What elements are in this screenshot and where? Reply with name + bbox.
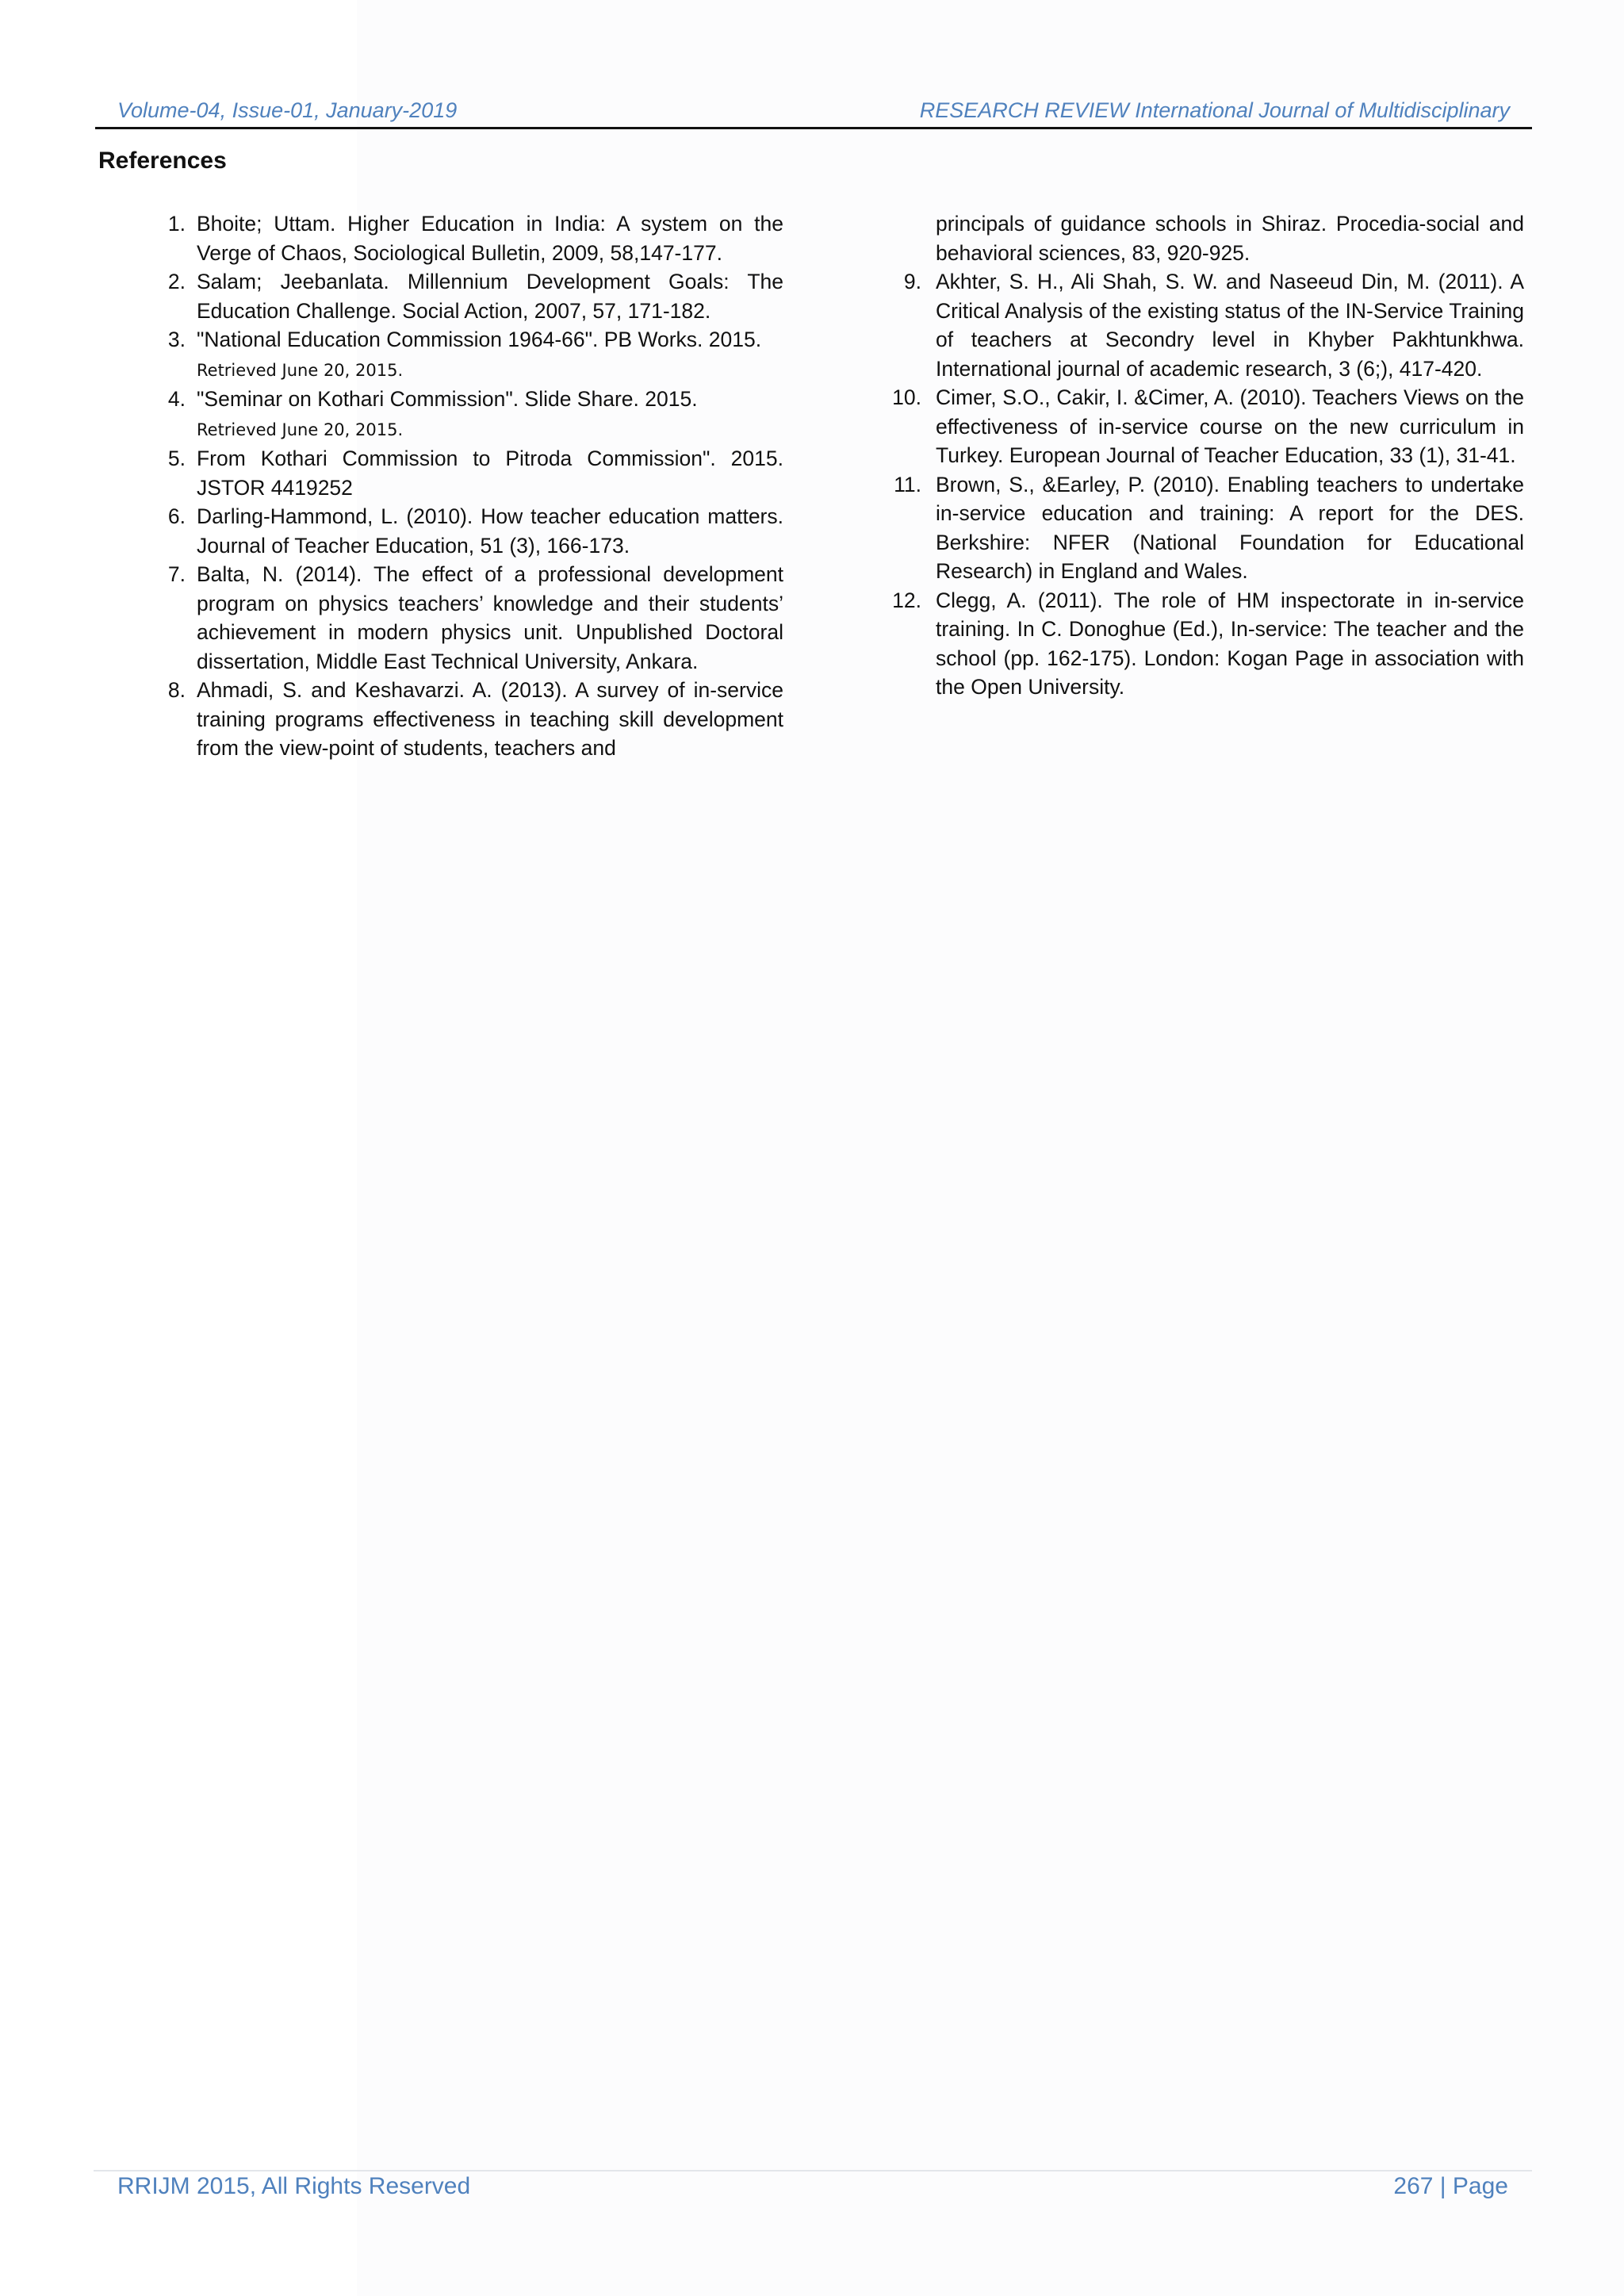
reference-text: principals of guidance schools in Shiraz. Procedia-social and behavioral sciences, 83, 920-925. xyxy=(936,212,1524,265)
footer-divider xyxy=(94,2170,1532,2171)
reference-number: 8. xyxy=(167,678,186,702)
reference-item xyxy=(167,385,783,444)
reference-item xyxy=(167,325,783,385)
header-journal-title: RESEARCH REVIEW International Journal of Multidisciplinary xyxy=(919,98,1510,122)
reference-item xyxy=(167,676,783,763)
running-header xyxy=(95,95,1532,129)
reference-text: Darling-Hammond, L. (2010). How teacher education matters. Journal of Teacher Education, 51 (3), 166-173. xyxy=(197,504,783,558)
reference-item xyxy=(892,586,1524,702)
reference-number: 2. xyxy=(167,270,186,293)
reference-number: 5. xyxy=(167,447,186,470)
reference-item xyxy=(167,444,783,502)
reference-item xyxy=(892,383,1524,470)
reference-text: Akhter, S. H., Ali Shah, S. W. and Naseeud Din, M. (2011). A Critical Analysis of the existing status of the IN-Service Training of teachers at Secondry level in Khyber Pakhtunkhwa. International journal of academic research, 3 (6;), 417-420. xyxy=(936,270,1524,381)
reference-item xyxy=(894,470,1524,586)
reference-text: Clegg, A. (2011). The role of HM inspectorate in in-service training. In C. Donoghue (Ed.), In-service: The teacher and the school (pp. 162-175). London: Kogan Page in association with the Open University. xyxy=(936,588,1524,699)
reference-continuation xyxy=(936,209,1524,267)
reference-text: Salam; Jeebanlata. Millennium Development Goals: The Education Challenge. Social Action, 2007, 57, 171-182. xyxy=(197,270,783,323)
reference-number: 1. xyxy=(167,212,186,236)
reference-item xyxy=(167,502,783,560)
references-left-column xyxy=(167,209,783,763)
reference-number: 9. xyxy=(903,270,921,293)
reference-number: 7. xyxy=(167,562,186,586)
reference-retrieved-note: Retrieved June 20, 2015. xyxy=(197,420,404,439)
reference-number: 11. xyxy=(894,472,921,496)
references-right-column xyxy=(892,209,1524,702)
footer-copyright: RRIJM 2015, All Rights Reserved xyxy=(117,2173,471,2199)
footer-page-number: 267 | Page xyxy=(1393,2173,1508,2199)
reference-text: "National Education Commission 1964-66". PB Works. 2015. xyxy=(197,328,762,351)
reference-item xyxy=(167,209,783,267)
reference-item xyxy=(167,560,783,676)
reference-text: Cimer, S.O., Cakir, I. &Cimer, A. (2010). Teachers Views on the effectiveness of in-service course on the new curriculum in Turkey. European Journal of Teacher Education, 33 (1), 31-41. xyxy=(936,385,1524,467)
reference-text: Bhoite; Uttam. Higher Education in India: A system on the Verge of Chaos, Sociological Bulletin, 2009, 58,147-177. xyxy=(197,212,783,265)
reference-item xyxy=(167,267,783,325)
header-volume-info: Volume-04, Issue-01, January-2019 xyxy=(117,98,458,122)
reference-text: Balta, N. (2014). The effect of a professional development program on physics teachers’ knowledge and their students’ achievement in modern physics unit. Unpublished Doctoral dissertation, Middle East Technical University, Ankara. xyxy=(197,562,783,673)
reference-text: "Seminar on Kothari Commission". Slide Share. 2015. xyxy=(197,387,698,411)
reference-text: From Kothari Commission to Pitroda Commission". 2015. JSTOR 4419252 xyxy=(197,447,783,500)
reference-retrieved-note: Retrieved June 20, 2015. xyxy=(197,360,404,380)
reference-text: Ahmadi, S. and Keshavarzi. A. (2013). A survey of in-service training programs effectiveness in teaching skill development from the view-point of students, teachers and xyxy=(197,678,783,760)
reference-item xyxy=(903,267,1524,383)
reference-number: 4. xyxy=(167,387,186,411)
reference-number: 3. xyxy=(167,328,186,351)
reference-number: 10. xyxy=(892,385,921,409)
reference-number: 12. xyxy=(892,588,921,612)
section-title: References xyxy=(98,148,227,174)
reference-number: 6. xyxy=(167,504,186,528)
reference-text: Brown, S., &Earley, P. (2010). Enabling teachers to undertake in-service education and training: A report for the DES. Berkshire: NFER (National Foundation for Educational Research) in England and Wales. xyxy=(936,472,1524,583)
